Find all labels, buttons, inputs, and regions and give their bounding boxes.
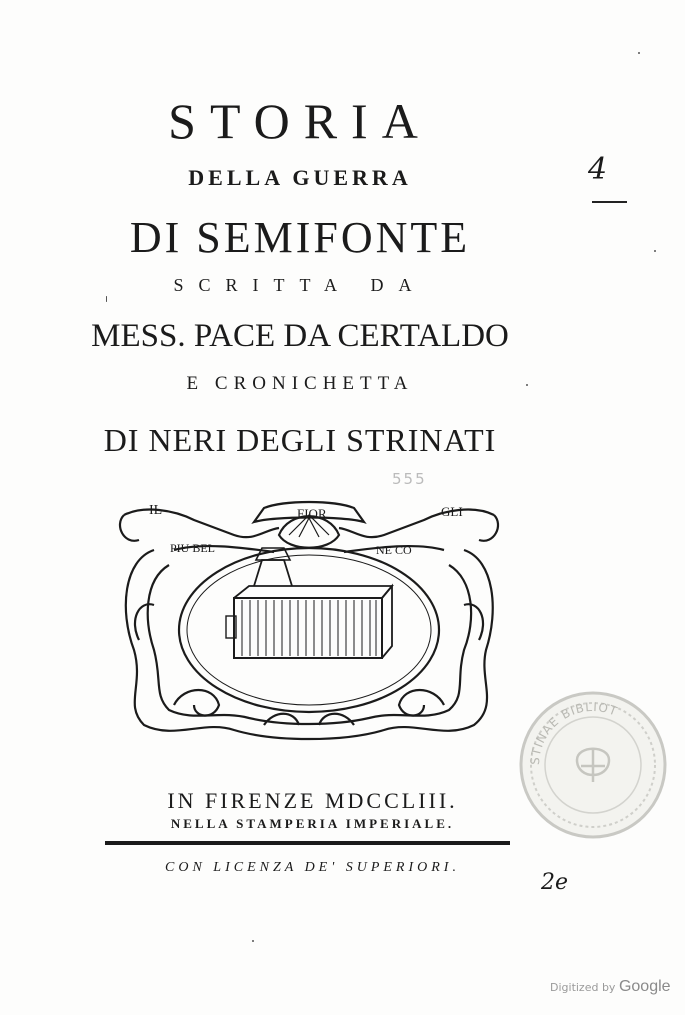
google-watermark — [550, 978, 671, 996]
title-della-guerra: DELLA GUERRA — [188, 165, 412, 190]
stamp-legend: STINAE BIBLIOT — [527, 699, 620, 766]
handwritten-shelf-number: 4 — [588, 152, 608, 187]
motto-center: FIOR — [297, 506, 327, 521]
imprint-place-date: IN FIRENZE MDCCLIII. — [167, 788, 458, 813]
divider-rule — [105, 841, 510, 845]
title-author: MESS. PACE DA CERTALDO — [91, 318, 509, 354]
handwritten-note: 2e — [541, 870, 569, 895]
title-second-author: DI NERI DEGLI STRINATI — [103, 422, 497, 458]
handwritten-underline — [592, 201, 627, 203]
ink-speck — [106, 296, 107, 302]
motto-left: IL — [149, 503, 163, 518]
ink-speck — [654, 250, 656, 252]
imprint-license: CON LICENZA DE' SUPERIORI. — [165, 860, 460, 875]
title-word-storia: STORIA — [168, 93, 432, 149]
ink-speck — [638, 52, 640, 54]
imprint-press: NELLA STAMPERIA IMPERIALE. — [170, 816, 455, 831]
library-stamp — [517, 690, 669, 840]
title-e-cronichetta: E CRONICHETTA — [186, 373, 414, 394]
printers-device-emblem — [114, 490, 504, 745]
ink-speck — [526, 384, 528, 386]
motto-lower-right: NE CO — [376, 543, 412, 557]
motto-right: GLI — [441, 504, 463, 519]
motto-lower-left: PIU BEL — [170, 541, 215, 555]
watermark-prefix: Digitized by — [550, 981, 616, 994]
title-scritta-da: SCRITTA DA — [173, 275, 427, 295]
ink-speck — [252, 940, 254, 942]
watermark-brand: Google — [618, 978, 671, 995]
title-di-semifonte: DI SEMIFONTE — [129, 213, 471, 262]
pencil-mark: 555 — [392, 470, 427, 488]
